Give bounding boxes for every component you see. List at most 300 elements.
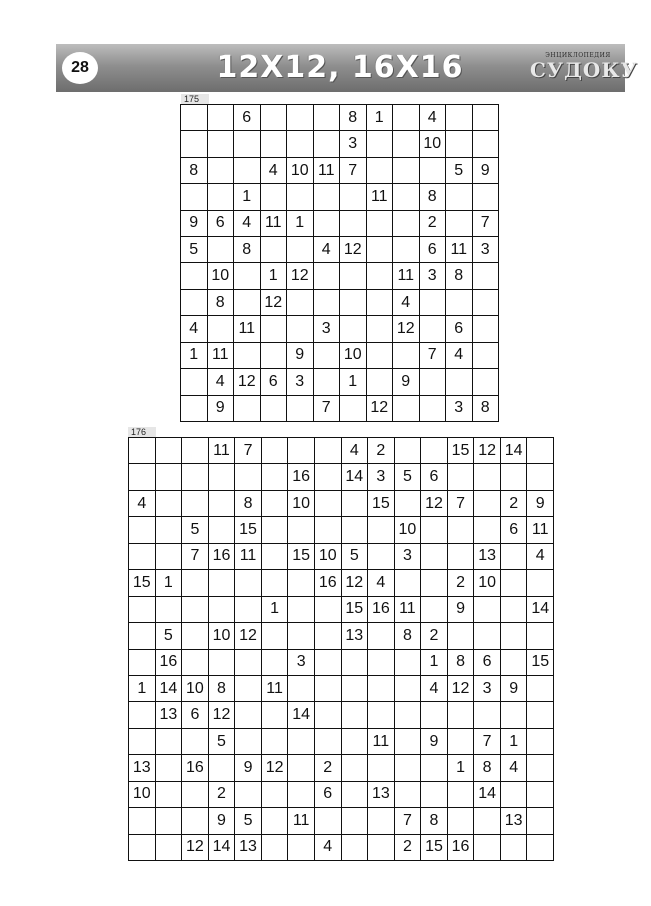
sudoku-cell [342, 808, 368, 833]
sudoku-cell [129, 835, 155, 860]
sudoku-cell [448, 517, 474, 542]
brand-logo: СУДОКУ [530, 58, 638, 82]
sudoku-cell [393, 396, 419, 421]
sudoku-cell: 10 [209, 623, 235, 648]
sudoku-cell [368, 808, 394, 833]
sudoku-cell [235, 729, 261, 754]
sudoku-cell: 4 [446, 343, 472, 368]
sudoku-cell [501, 702, 527, 727]
sudoku-cell [340, 263, 366, 288]
sudoku-cell [395, 570, 421, 595]
sudoku-cell: 9 [287, 343, 313, 368]
sudoku-cell [393, 184, 419, 209]
sudoku-cell [156, 729, 182, 754]
sudoku-cell [262, 729, 288, 754]
sudoku-cell [315, 464, 341, 489]
sudoku-cell [501, 597, 527, 622]
sudoku-cell [473, 131, 499, 156]
sudoku-cell [315, 623, 341, 648]
sudoku-cell: 6 [421, 464, 447, 489]
sudoku-cell: 6 [501, 517, 527, 542]
sudoku-cell [182, 464, 208, 489]
sudoku-cell [288, 835, 314, 860]
sudoku-cell [262, 702, 288, 727]
sudoku-cell: 10 [129, 782, 155, 807]
sudoku-cell [182, 597, 208, 622]
sudoku-cell [367, 237, 393, 262]
sudoku-cell [181, 396, 207, 421]
sudoku-cell: 7 [235, 438, 261, 463]
sudoku-cell: 8 [448, 650, 474, 675]
sudoku-cell [261, 237, 287, 262]
sudoku-cell [314, 290, 340, 315]
sudoku-cell: 4 [420, 105, 446, 130]
sudoku-cell [474, 464, 500, 489]
sudoku-cell [342, 491, 368, 516]
sudoku-cell [473, 105, 499, 130]
sudoku-cell: 15 [288, 544, 314, 569]
sudoku-cell: 5 [446, 158, 472, 183]
sudoku-cell [261, 396, 287, 421]
sudoku-cell [156, 597, 182, 622]
sudoku-cell [368, 676, 394, 701]
sudoku-cell: 6 [208, 211, 234, 236]
sudoku-cell: 11 [288, 808, 314, 833]
sudoku-cell [527, 464, 553, 489]
sudoku-cell [182, 729, 208, 754]
sudoku-cell: 10 [287, 158, 313, 183]
sudoku-cell [262, 808, 288, 833]
sudoku-cell [446, 211, 472, 236]
sudoku-cell [340, 184, 366, 209]
sudoku-cell [368, 517, 394, 542]
sudoku-cell [262, 491, 288, 516]
sudoku-cell: 10 [182, 676, 208, 701]
sudoku-cell: 6 [446, 316, 472, 341]
sudoku-cell [368, 544, 394, 569]
sudoku-cell: 4 [315, 835, 341, 860]
sudoku-cell: 2 [209, 782, 235, 807]
sudoku-cell [342, 729, 368, 754]
sudoku-cell: 7 [182, 544, 208, 569]
sudoku-cell: 11 [367, 184, 393, 209]
sudoku-cell: 14 [501, 438, 527, 463]
sudoku-cell [527, 782, 553, 807]
sudoku-cell [129, 623, 155, 648]
sudoku-cell [129, 702, 155, 727]
sudoku-cell: 8 [340, 105, 366, 130]
sudoku-cell [527, 570, 553, 595]
sudoku-cell: 12 [234, 369, 260, 394]
sudoku-cell [288, 782, 314, 807]
page-number: 28 [62, 52, 98, 84]
sudoku-cell: 11 [527, 517, 553, 542]
sudoku-cell [234, 158, 260, 183]
sudoku-cell [262, 623, 288, 648]
sudoku-cell: 16 [315, 570, 341, 595]
sudoku-cell: 8 [234, 237, 260, 262]
sudoku-cell [474, 808, 500, 833]
sudoku-cell: 16 [448, 835, 474, 860]
sudoku-cell [393, 105, 419, 130]
sudoku-cell [421, 597, 447, 622]
sudoku-cell: 6 [315, 782, 341, 807]
sudoku-cell [209, 650, 235, 675]
sudoku-cell: 14 [209, 835, 235, 860]
sudoku-cell: 9 [181, 211, 207, 236]
sudoku-cell [474, 623, 500, 648]
sudoku-cell: 11 [235, 544, 261, 569]
sudoku-cell: 14 [342, 464, 368, 489]
sudoku-cell: 2 [421, 623, 447, 648]
sudoku-cell [448, 782, 474, 807]
sudoku-cell: 13 [474, 544, 500, 569]
sudoku-cell: 3 [314, 316, 340, 341]
sudoku-cell [208, 237, 234, 262]
sudoku-cell: 1 [501, 729, 527, 754]
sudoku-cell [527, 729, 553, 754]
sudoku-cell: 4 [342, 438, 368, 463]
sudoku-cell [209, 491, 235, 516]
sudoku-cell [367, 158, 393, 183]
sudoku-cell [261, 184, 287, 209]
sudoku-cell: 9 [208, 396, 234, 421]
sudoku-cell [287, 290, 313, 315]
sudoku-cell: 7 [340, 158, 366, 183]
sudoku-cell [261, 105, 287, 130]
sudoku-cell [315, 517, 341, 542]
sudoku-cell [235, 702, 261, 727]
sudoku-cell [367, 316, 393, 341]
sudoku-cell [367, 369, 393, 394]
sudoku-cell [421, 782, 447, 807]
sudoku-cell [129, 544, 155, 569]
sudoku-cell [262, 517, 288, 542]
sudoku-cell: 11 [314, 158, 340, 183]
sudoku-cell [342, 676, 368, 701]
sudoku-cell: 11 [368, 729, 394, 754]
sudoku-cell [446, 290, 472, 315]
sudoku-cell: 16 [368, 597, 394, 622]
puzzle-number-176: 176 [128, 427, 156, 437]
sudoku-cell [315, 650, 341, 675]
sudoku-cell: 1 [262, 597, 288, 622]
sudoku-cell [287, 184, 313, 209]
sudoku-cell: 11 [208, 343, 234, 368]
sudoku-cell [527, 808, 553, 833]
sudoku-cell [501, 544, 527, 569]
sudoku-cell: 4 [208, 369, 234, 394]
sudoku-cell [315, 438, 341, 463]
sudoku-cell [473, 369, 499, 394]
sudoku-cell [315, 491, 341, 516]
sudoku-cell [182, 491, 208, 516]
sudoku-cell: 1 [181, 343, 207, 368]
sudoku-cell: 7 [314, 396, 340, 421]
sudoku-cell [527, 702, 553, 727]
sudoku-cell [315, 808, 341, 833]
sudoku-cell: 1 [340, 369, 366, 394]
sudoku-cell: 1 [261, 263, 287, 288]
sudoku-cell [156, 808, 182, 833]
sudoku-cell: 12 [393, 316, 419, 341]
sudoku-cell: 14 [474, 782, 500, 807]
sudoku-cell [314, 131, 340, 156]
sudoku-cell [234, 131, 260, 156]
sudoku-cell [473, 290, 499, 315]
sudoku-cell: 3 [340, 131, 366, 156]
sudoku-cell: 3 [474, 676, 500, 701]
sudoku-cell [448, 623, 474, 648]
sudoku-cell: 8 [446, 263, 472, 288]
sudoku-cell [395, 676, 421, 701]
sudoku-cell [448, 544, 474, 569]
sudoku-cell: 4 [314, 237, 340, 262]
sudoku-cell: 10 [288, 491, 314, 516]
sudoku-cell: 9 [209, 808, 235, 833]
puzzle-number-175: 175 [181, 94, 209, 104]
sudoku-cell [501, 464, 527, 489]
sudoku-cell: 4 [129, 491, 155, 516]
sudoku-cell [287, 396, 313, 421]
sudoku-cell [448, 729, 474, 754]
sudoku-cell: 3 [473, 237, 499, 262]
sudoku-cell [420, 369, 446, 394]
sudoku-cell: 14 [527, 597, 553, 622]
sudoku-cell [501, 623, 527, 648]
sudoku-cell [262, 782, 288, 807]
sudoku-cell: 10 [474, 570, 500, 595]
sudoku-cell [314, 211, 340, 236]
sudoku-cell [209, 755, 235, 780]
sudoku-cell [262, 835, 288, 860]
sudoku-cell: 9 [501, 676, 527, 701]
sudoku-cell: 15 [342, 597, 368, 622]
sudoku-cell [156, 544, 182, 569]
sudoku-cell: 15 [527, 650, 553, 675]
sudoku-cell: 11 [446, 237, 472, 262]
sudoku-cell [342, 517, 368, 542]
sudoku-cell: 8 [208, 290, 234, 315]
sudoku-cell [473, 316, 499, 341]
sudoku-cell [182, 438, 208, 463]
sudoku-cell: 5 [395, 464, 421, 489]
sudoku-cell: 12 [421, 491, 447, 516]
sudoku-cell [527, 623, 553, 648]
sudoku-cell: 1 [234, 184, 260, 209]
sudoku-cell [340, 316, 366, 341]
sudoku-cell: 3 [420, 263, 446, 288]
sudoku-cell: 3 [287, 369, 313, 394]
sudoku-cell: 16 [182, 755, 208, 780]
sudoku-cell: 7 [474, 729, 500, 754]
sudoku-cell: 12 [474, 438, 500, 463]
sudoku-cell [395, 755, 421, 780]
sudoku-cell [446, 105, 472, 130]
sudoku-cell: 7 [448, 491, 474, 516]
sudoku-cell: 8 [420, 184, 446, 209]
sudoku-cell [129, 808, 155, 833]
sudoku-cell: 7 [420, 343, 446, 368]
sudoku-cell: 9 [473, 158, 499, 183]
sudoku-cell [395, 782, 421, 807]
sudoku-cell: 12 [342, 570, 368, 595]
sudoku-cell [208, 158, 234, 183]
sudoku-cell [421, 755, 447, 780]
sudoku-cell [314, 184, 340, 209]
sudoku-cell [261, 131, 287, 156]
sudoku-cell: 4 [501, 755, 527, 780]
sudoku-cell: 5 [342, 544, 368, 569]
sudoku-cell: 12 [287, 263, 313, 288]
sudoku-cell [446, 369, 472, 394]
sudoku-cell: 4 [368, 570, 394, 595]
sudoku-cell [367, 343, 393, 368]
sudoku-cell: 2 [368, 438, 394, 463]
sudoku-cell: 8 [421, 808, 447, 833]
sudoku-cell: 12 [182, 835, 208, 860]
sudoku-cell: 11 [393, 263, 419, 288]
sudoku-cell [314, 105, 340, 130]
sudoku-cell [474, 517, 500, 542]
sudoku-cell: 16 [209, 544, 235, 569]
sudoku-cell: 1 [448, 755, 474, 780]
sudoku-cell [420, 396, 446, 421]
sudoku-cell [129, 438, 155, 463]
sudoku-cell [395, 729, 421, 754]
sudoku-cell [288, 623, 314, 648]
sudoku-cell [234, 290, 260, 315]
sudoku-cell [421, 544, 447, 569]
page-title: 12X12, 16X16 [216, 50, 464, 85]
sudoku-cell [288, 676, 314, 701]
sudoku-cell: 7 [395, 808, 421, 833]
sudoku-cell: 15 [368, 491, 394, 516]
sudoku-cell [156, 755, 182, 780]
sudoku-cell: 12 [262, 755, 288, 780]
sudoku-cell [501, 570, 527, 595]
sudoku-cell: 13 [342, 623, 368, 648]
sudoku-cell [395, 702, 421, 727]
sudoku-cell: 16 [156, 650, 182, 675]
sudoku-cell [235, 464, 261, 489]
sudoku-cell [261, 343, 287, 368]
sudoku-cell: 12 [367, 396, 393, 421]
sudoku-cell [420, 316, 446, 341]
sudoku-cell [393, 343, 419, 368]
sudoku-cell [367, 211, 393, 236]
sudoku-cell [448, 808, 474, 833]
sudoku-cell: 12 [340, 237, 366, 262]
sudoku-cell [288, 570, 314, 595]
sudoku-cell [420, 158, 446, 183]
sudoku-cell: 15 [421, 835, 447, 860]
sudoku-cell [235, 597, 261, 622]
sudoku-cell: 6 [234, 105, 260, 130]
sudoku-cell: 2 [420, 211, 446, 236]
sudoku-cell: 15 [235, 517, 261, 542]
sudoku-cell: 3 [446, 396, 472, 421]
sudoku-cell: 2 [448, 570, 474, 595]
sudoku-cell [262, 650, 288, 675]
sudoku-cell [156, 438, 182, 463]
sudoku-cell: 1 [367, 105, 393, 130]
sudoku-cell [287, 131, 313, 156]
sudoku-grid-16x16 [128, 437, 554, 861]
sudoku-cell [182, 570, 208, 595]
sudoku-cell: 4 [393, 290, 419, 315]
sudoku-cell [181, 131, 207, 156]
sudoku-cell: 8 [209, 676, 235, 701]
sudoku-cell [156, 491, 182, 516]
sudoku-cell [501, 782, 527, 807]
sudoku-cell [446, 131, 472, 156]
sudoku-cell [527, 438, 553, 463]
sudoku-cell: 8 [181, 158, 207, 183]
sudoku-cell: 1 [156, 570, 182, 595]
sudoku-cell [287, 237, 313, 262]
sudoku-grid-12x12 [180, 104, 499, 422]
sudoku-cell [527, 755, 553, 780]
sudoku-cell: 6 [182, 702, 208, 727]
sudoku-cell: 13 [368, 782, 394, 807]
sudoku-cell [156, 782, 182, 807]
sudoku-cell [181, 184, 207, 209]
sudoku-cell [395, 650, 421, 675]
sudoku-cell: 1 [421, 650, 447, 675]
sudoku-cell [209, 597, 235, 622]
sudoku-cell: 13 [235, 835, 261, 860]
sudoku-cell [182, 650, 208, 675]
sudoku-cell [181, 369, 207, 394]
sudoku-cell: 2 [501, 491, 527, 516]
sudoku-cell: 4 [234, 211, 260, 236]
sudoku-cell: 5 [182, 517, 208, 542]
sudoku-cell [395, 491, 421, 516]
sudoku-cell: 10 [420, 131, 446, 156]
sudoku-cell [474, 835, 500, 860]
sudoku-cell: 13 [156, 702, 182, 727]
sudoku-cell: 4 [181, 316, 207, 341]
sudoku-cell [315, 702, 341, 727]
sudoku-cell [421, 570, 447, 595]
sudoku-cell [395, 438, 421, 463]
sudoku-cell: 6 [261, 369, 287, 394]
sudoku-cell: 2 [315, 755, 341, 780]
sudoku-cell: 2 [395, 835, 421, 860]
sudoku-cell [473, 263, 499, 288]
sudoku-cell [315, 729, 341, 754]
sudoku-cell [209, 570, 235, 595]
sudoku-cell [287, 105, 313, 130]
sudoku-cell: 12 [235, 623, 261, 648]
sudoku-cell [340, 290, 366, 315]
sudoku-cell [235, 570, 261, 595]
sudoku-cell [262, 438, 288, 463]
sudoku-cell [129, 464, 155, 489]
sudoku-cell [234, 396, 260, 421]
sudoku-cell: 11 [395, 597, 421, 622]
sudoku-cell [288, 755, 314, 780]
sudoku-cell: 12 [261, 290, 287, 315]
sudoku-cell [235, 676, 261, 701]
sudoku-cell [368, 702, 394, 727]
sudoku-cell: 8 [474, 755, 500, 780]
sudoku-cell: 9 [448, 597, 474, 622]
sudoku-cell: 1 [287, 211, 313, 236]
sudoku-cell [448, 702, 474, 727]
sudoku-cell [473, 184, 499, 209]
